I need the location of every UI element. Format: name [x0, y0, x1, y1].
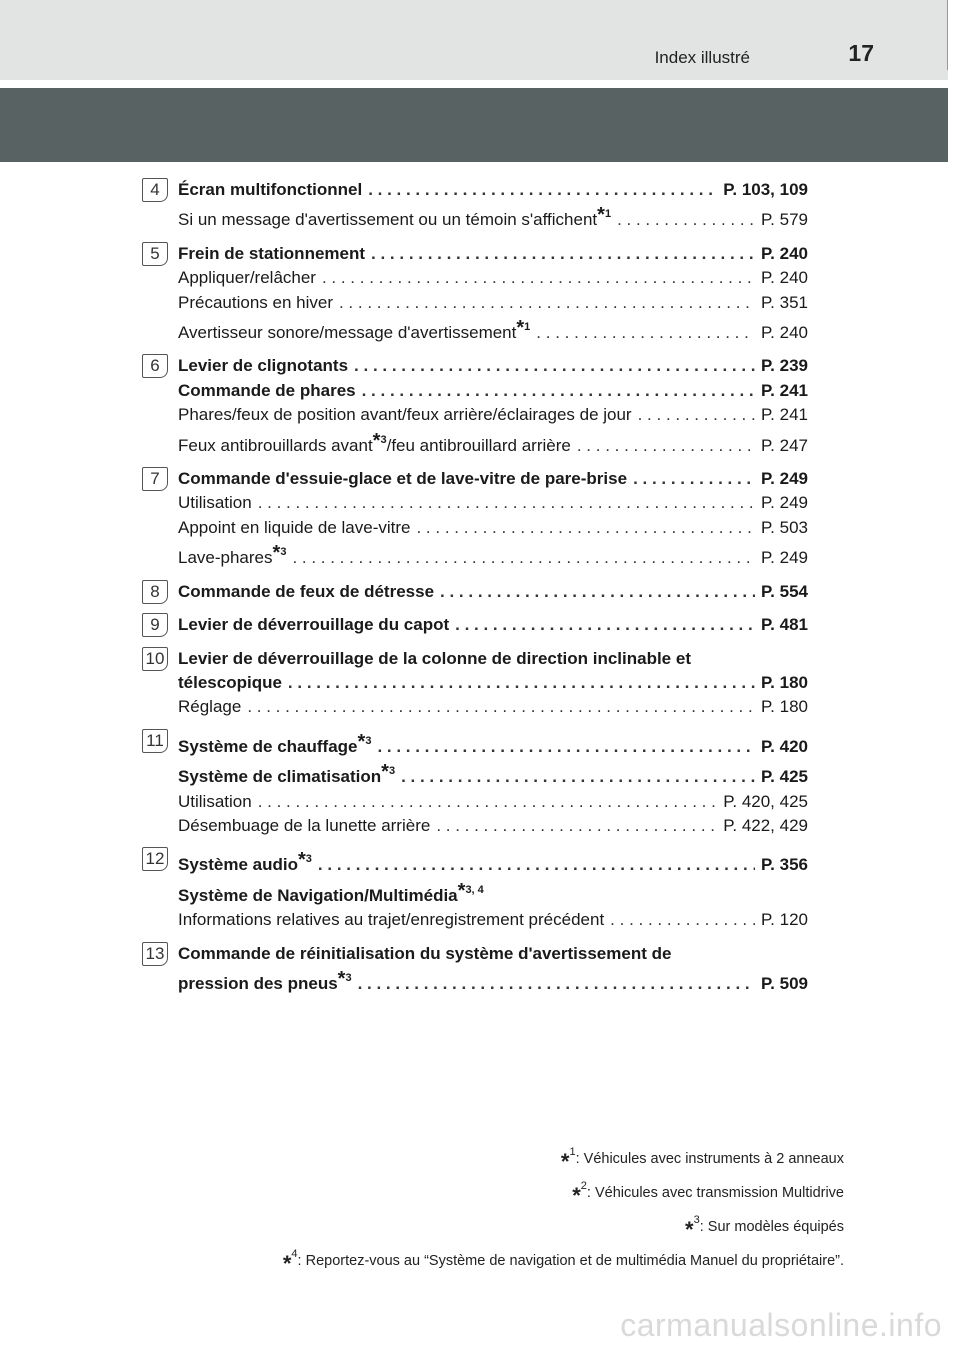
entry-label [178, 379, 356, 403]
page-reference[interactable]: P. 241 [761, 380, 808, 400]
dot-leader [258, 790, 718, 814]
dot-leader [288, 671, 755, 695]
page-reference[interactable]: P. 180 [761, 672, 808, 692]
footnote-ref: *3 [298, 849, 312, 872]
page-reference[interactable]: P. 103, 109 [723, 180, 808, 199]
page-reference[interactable]: P. 240 [761, 323, 808, 343]
entry-text: Écran multifonctionnel [178, 180, 363, 199]
page-reference[interactable]: P. 420, 425 [723, 791, 808, 811]
index-group [0, 613, 808, 637]
index-entry[interactable] [178, 178, 808, 202]
index-entry[interactable] [178, 428, 808, 458]
index-entry[interactable] [178, 467, 808, 491]
index-entry[interactable] [178, 695, 808, 719]
footnote: *$^1$: Véhicules avec instruments à 2 anneaux [560, 1146, 844, 1174]
index-group [0, 354, 808, 458]
entry-label [178, 202, 611, 232]
page-reference[interactable]: P. 351 [761, 292, 808, 312]
entry-label [178, 966, 352, 996]
index-entry[interactable] [178, 613, 808, 637]
index-entry[interactable] [178, 790, 808, 814]
page-reference[interactable]: P. 503 [761, 517, 808, 537]
page-reference[interactable]: P. 247 [761, 435, 808, 455]
dot-leader [339, 291, 755, 315]
page-reference[interactable]: P. 249 [761, 493, 808, 513]
index-entry[interactable] [178, 266, 808, 290]
entry-text: Appoint en liquide de lave-vitre [178, 517, 411, 537]
entry-label [178, 790, 252, 814]
footnotes [283, 1140, 844, 1276]
callout-number: 10 [142, 647, 168, 671]
header-bar [0, 0, 948, 80]
index-entry[interactable] [178, 729, 808, 759]
page-reference[interactable]: P. 554 [761, 581, 808, 601]
dot-leader [440, 580, 755, 604]
page-reference[interactable]: P. 425 [761, 767, 808, 787]
page-reference[interactable]: P. 356 [761, 855, 808, 875]
index-entry[interactable] [178, 814, 808, 838]
index-entry[interactable] [178, 379, 808, 403]
entry-label [178, 516, 410, 540]
callout-number: 4 [142, 178, 168, 202]
dot-leader [318, 853, 755, 877]
entry-text: Avertisseur sonore/message d'avertissement [178, 323, 517, 343]
footnote: *$^3$: Sur modèles équipés [685, 1214, 844, 1242]
index-entry[interactable] [178, 908, 808, 932]
entry-text: Feux antibrouillards avant [178, 435, 373, 455]
footnote-ref: *3 [272, 542, 287, 565]
entry-text: télescopique [178, 672, 282, 692]
page-reference[interactable]: P. 241 [761, 405, 808, 425]
entry-text: Lave-phares [178, 548, 273, 568]
dot-leader [436, 814, 717, 838]
watermark: carmanualsonline.info [620, 1307, 942, 1343]
page-reference[interactable]: P. 509 [761, 973, 808, 993]
entry-text: Réglage [178, 697, 242, 717]
entry-label [178, 291, 333, 315]
index-entry[interactable] [178, 759, 808, 789]
footnote: *$^4$: Reportez-vous au “Système de navigation et de multimédia Manuel du propriétaire”. [282, 1248, 844, 1276]
entry-text: Levier de clignotants [178, 356, 349, 376]
callout-number: 5 [142, 242, 168, 266]
entry-text: Système audio [178, 855, 298, 875]
entry-label [178, 428, 571, 458]
entry-text: Informations relatives au trajet/enregistrement précédent [178, 910, 605, 930]
entry-label [178, 403, 632, 427]
entry-label [178, 315, 530, 345]
entry-label [178, 242, 365, 266]
callout-number: 7 [142, 467, 168, 491]
index-entry [178, 942, 808, 966]
page-reference[interactable]: P. 420 [761, 736, 808, 756]
entry-label [178, 847, 312, 877]
index-entry [178, 878, 808, 908]
entry-label [178, 580, 434, 604]
header-divider [0, 80, 948, 88]
page-number: 17 [848, 40, 874, 66]
footnote-ref: *1 [516, 317, 531, 340]
footnote: *$^2$: Véhicules avec transmission Multidrive [572, 1180, 844, 1208]
index-entry[interactable] [178, 491, 808, 515]
callout-number: 9 [142, 613, 168, 637]
index-group [0, 942, 808, 997]
callout-number: 6 [142, 354, 168, 378]
index-entry[interactable] [178, 354, 808, 378]
index-entry[interactable] [178, 671, 808, 695]
dot-leader [354, 354, 755, 378]
entry-label [178, 647, 691, 671]
dot-leader [416, 516, 755, 540]
entry-text: Phares/feux de position avant/feux arrière/éclairages de jour [178, 405, 632, 425]
dot-leader [617, 208, 755, 232]
entry-text: Commande de phares [178, 380, 356, 400]
dot-leader [247, 695, 755, 719]
index-entry[interactable] [178, 291, 808, 315]
page-reference[interactable]: P. 422, 429 [723, 815, 808, 835]
entry-label [178, 759, 395, 789]
entry-text: Système de climatisation [178, 767, 382, 787]
entry-label [178, 178, 362, 202]
index-entry[interactable] [178, 580, 808, 604]
entry-label [178, 266, 316, 290]
index-entry [178, 647, 808, 671]
index-group [0, 242, 808, 346]
entry-label [178, 908, 604, 932]
dot-leader [610, 908, 755, 932]
entry-label [178, 613, 449, 637]
entry-text: Commande d'essuie-glace et de lave-vitre de pare-brise [178, 469, 628, 489]
index-entry[interactable] [178, 516, 808, 540]
dot-leader [292, 546, 755, 570]
entry-label [178, 354, 348, 378]
page-reference[interactable]: P. 240 [761, 268, 808, 288]
dot-leader [633, 467, 755, 491]
entry-text: Utilisation [178, 791, 252, 811]
index-entry[interactable] [178, 242, 808, 266]
dot-leader [455, 613, 755, 637]
page-reference[interactable]: P. 249 [761, 548, 808, 568]
entry-label [178, 491, 252, 515]
dot-leader [536, 321, 755, 345]
entry-label [178, 671, 282, 695]
entry-label [178, 729, 371, 759]
entry-text: Levier de déverrouillage du capot [178, 615, 450, 635]
callout-number: 12 [142, 847, 168, 871]
entry-label [178, 878, 484, 908]
entry-text: Frein de stationnement [178, 243, 366, 263]
entry-label [178, 540, 286, 570]
index-entry[interactable] [178, 847, 808, 877]
page-reference[interactable]: P. 239 [761, 356, 808, 376]
dot-leader [401, 765, 755, 789]
dot-leader [258, 491, 755, 515]
entry-label [178, 942, 671, 966]
index-list [0, 178, 948, 1005]
entry-text: Système de Navigation/Multimédia [178, 885, 458, 905]
footnote-ref: *3 [372, 429, 387, 452]
index-group [0, 847, 808, 932]
footnote-ref: *3 [381, 761, 396, 784]
footnote-ref: *3, 4 [457, 879, 484, 902]
page-reference[interactable]: P. 120 [761, 910, 808, 930]
entry-text: Si un message d'avertissement ou un témoin s'affichent [178, 210, 598, 230]
callout-number: 11 [142, 729, 168, 753]
entry-text: Commande de réinitialisation du système d'avertissement de [178, 943, 672, 963]
entry-label [178, 814, 430, 838]
dot-leader [358, 972, 755, 996]
index-group [0, 178, 808, 233]
page-reference[interactable]: P. 240 [761, 243, 808, 263]
callout-number: 13 [142, 942, 168, 966]
index-entry[interactable] [178, 966, 808, 996]
index-entry[interactable] [178, 403, 808, 427]
entry-text: pression des pneus [178, 973, 338, 993]
dot-leader [371, 242, 755, 266]
entry-label [178, 695, 241, 719]
dot-leader [362, 379, 755, 403]
entry-text: Utilisation [178, 493, 252, 513]
entry-text: Levier de déverrouillage de la colonne de direction inclinable et [178, 648, 691, 668]
entry-text: Désembuage de la lunette arrière [178, 815, 431, 835]
entry-text: Commande de feux de détresse [178, 581, 435, 601]
entry-label [178, 467, 627, 491]
page-reference[interactable]: P. 481 [761, 615, 808, 635]
crop-mark [947, 0, 960, 70]
dot-leader [577, 434, 755, 458]
page-reference[interactable]: P. 579 [761, 210, 808, 230]
callout-number: 8 [142, 580, 168, 604]
footnote-ref: *3 [337, 967, 352, 990]
dot-leader [638, 403, 755, 427]
index-entry[interactable] [178, 202, 808, 232]
entry-text: Précautions en hiver [178, 292, 333, 312]
index-entry[interactable] [178, 540, 808, 570]
index-group [0, 580, 808, 604]
page-reference[interactable]: P. 180 [761, 697, 808, 717]
index-group [0, 467, 808, 571]
dot-leader [377, 735, 755, 759]
entry-text: Système de chauffage [178, 736, 358, 756]
dot-leader [368, 178, 717, 202]
entry-text: Appliquer/relâcher [178, 268, 316, 288]
illustration-banner [0, 88, 948, 162]
footnote-ref: *1 [597, 204, 612, 227]
index-group [0, 647, 808, 720]
page-reference[interactable]: P. 249 [761, 469, 808, 489]
index-group [0, 729, 808, 839]
entry-text-cont: /feu antibrouillard arrière [386, 435, 571, 455]
dot-leader [322, 266, 755, 290]
index-entry[interactable] [178, 315, 808, 345]
footnote-ref: *3 [357, 730, 372, 753]
section-title: Index illustré [654, 48, 750, 67]
